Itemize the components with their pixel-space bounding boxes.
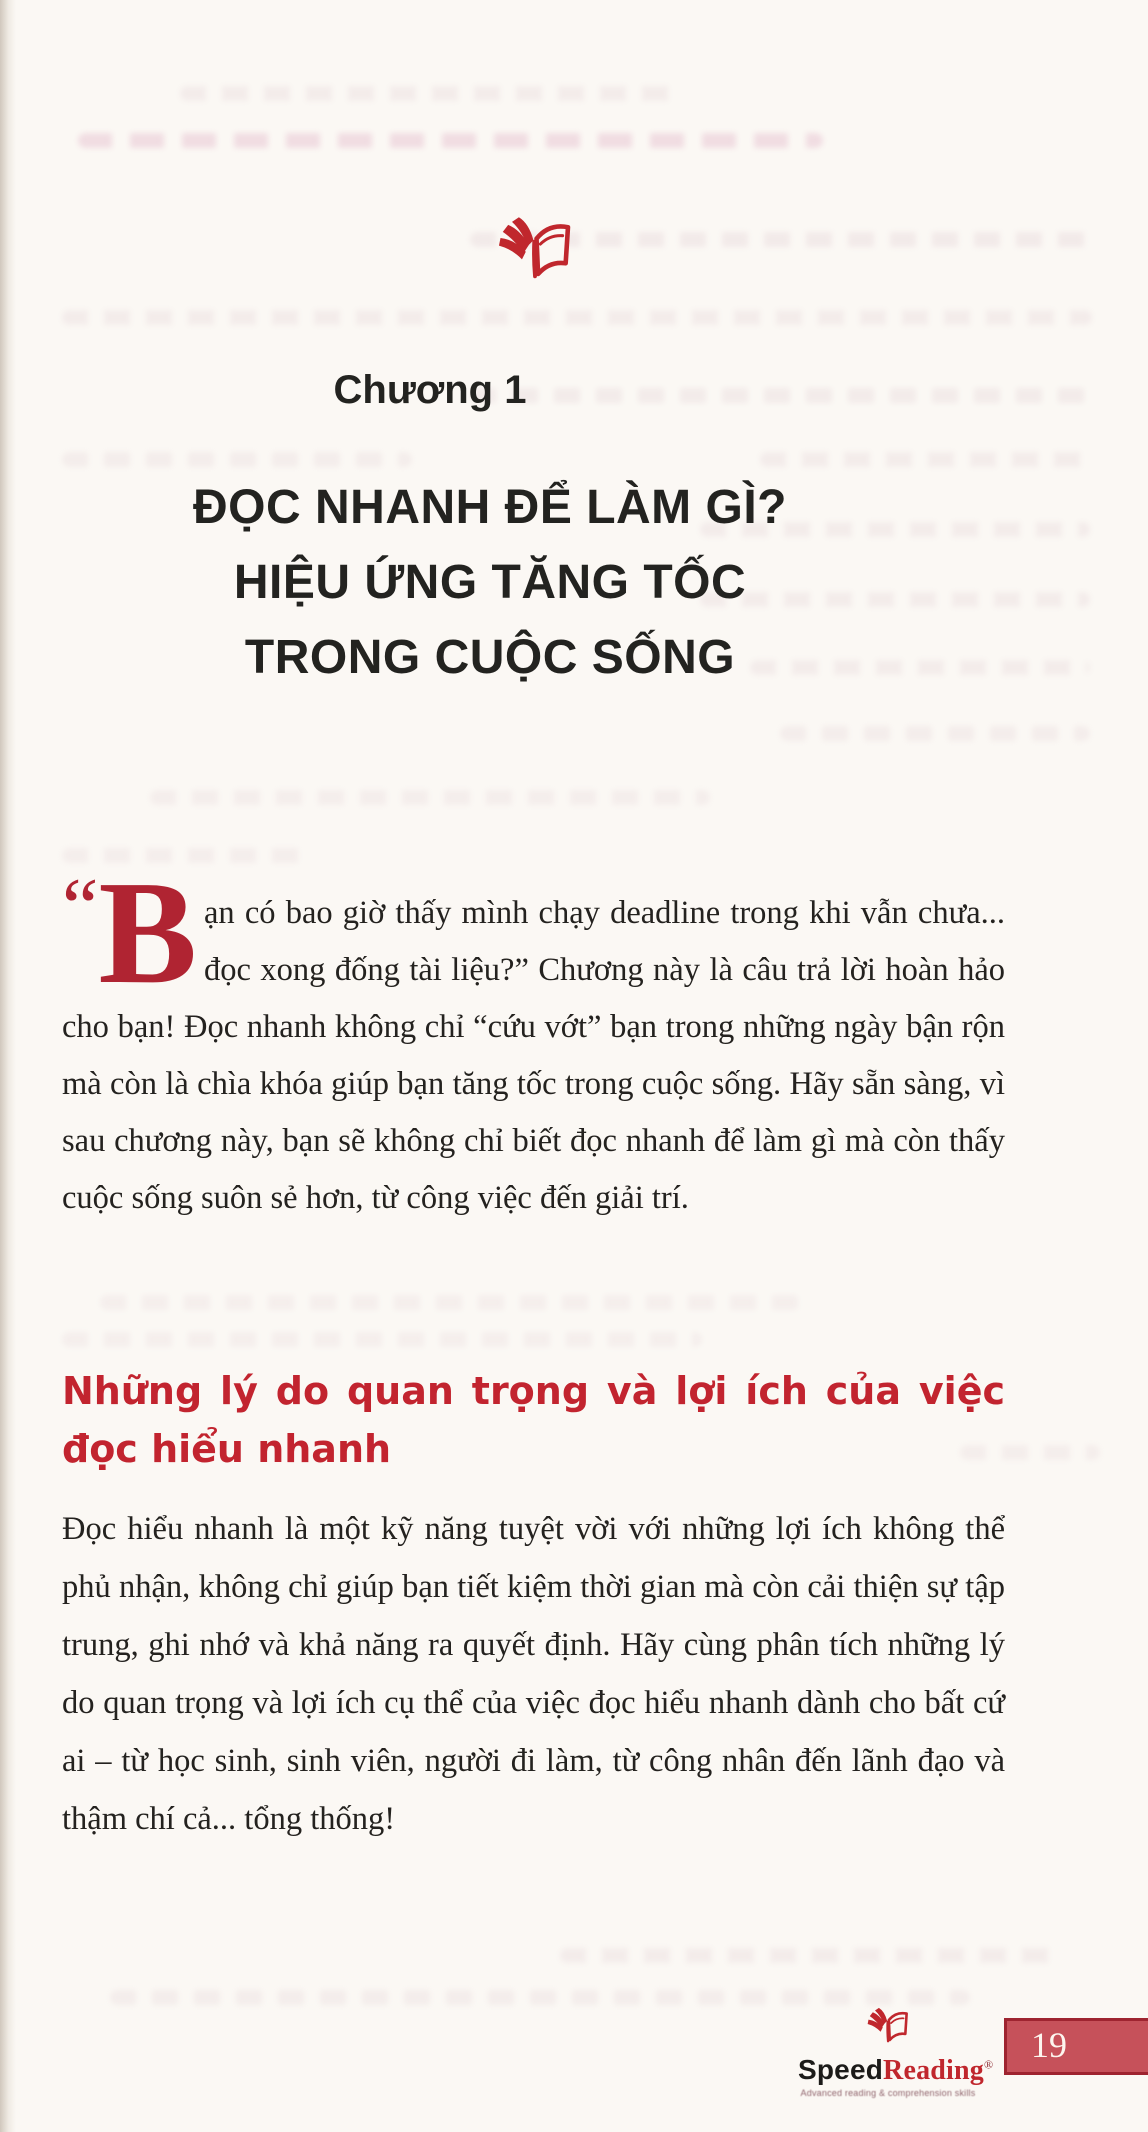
bleedthrough-text: [110, 1990, 970, 2005]
open-book-icon: [489, 210, 581, 292]
bleedthrough-text: [560, 1948, 1060, 1963]
intro-paragraph: [62, 851, 1005, 1227]
dropcap-group: [62, 851, 204, 1015]
page-number-badge: [1004, 2018, 1148, 2075]
bleedthrough-text: [150, 790, 710, 805]
bleedthrough-text: [780, 726, 1090, 741]
bleedthrough-text: [100, 1295, 800, 1310]
dropcap-letter: B: [98, 851, 198, 1015]
brand-tagline: Advanced reading & comprehension skills: [800, 2088, 976, 2098]
bleedthrough-text: [760, 452, 1090, 467]
page-number: 19: [1031, 2024, 1067, 2065]
chapter-header: [105, 210, 965, 297]
body-paragraph: Đọc hiểu nhanh là một kỹ năng tuyệt vời với những lợi ích không thể phủ nhận, không chỉ giúp bạn tiết kiệm thời gian mà còn cải thiện sự tập trung, ghi nhớ và khả năng ra quyết định. Hãy cùng phân tích những lý do quan trọng và lợi ích cụ thể của việc đọc hiểu nhanh dành cho bất cứ ai – từ học sinh, sinh viên, người đi làm, từ công nhân đến lãnh đạo và thậm chí cả... tổng thống!: [62, 1511, 1005, 1837]
bleedthrough-text: [62, 1332, 702, 1347]
bleedthrough-text: [180, 86, 680, 101]
section-heading: [62, 1362, 1005, 1478]
intro-paragraph-text: ạn có bao giờ thấy mình chạy deadline trong khi vẫn chưa... đọc xong đống tài liệu?” Chương này là câu trả lời hoàn hảo cho bạn! Đọc nhanh không chỉ “cứu vớt” bạn trong những ngày bận rộn mà còn là chìa khóa giúp bạn tăng tốc trong cuộc sống. Hãy sẵn sàng, vì sau chương này, bạn sẽ không chỉ biết đọc nhanh để làm gì mà còn thấy cuộc sống suôn sẻ hơn, từ công việc đến giải trí.: [62, 895, 1005, 1216]
brand-name: [798, 2054, 994, 2086]
chapter-title: [60, 470, 920, 695]
section-heading-line: đọc hiểu nhanh: [62, 1427, 392, 1471]
bleedthrough-text: [62, 310, 1092, 325]
brand-speed: Speed: [798, 2054, 884, 2085]
publisher-logo: [798, 2004, 994, 2098]
brand-reading: Reading: [883, 2055, 985, 2086]
section-heading-line: Những lý do quan trọng và lợi ích của việc: [62, 1369, 1005, 1413]
decorative-open-quote: “: [62, 861, 95, 952]
chapter-label: Chương 1: [333, 368, 527, 412]
chapter-title-line: HIỆU ỨNG TĂNG TỐC: [233, 556, 747, 609]
bleedthrough-text: [78, 133, 823, 148]
open-book-icon: [862, 2004, 914, 2050]
chapter-title-line: ĐỌC NHANH ĐỂ LÀM GÌ?: [193, 481, 787, 534]
registered-mark: ®: [984, 2057, 994, 2072]
chapter-title-line: TRONG CUỘC SỐNG: [244, 631, 736, 684]
page-binding-edge: [0, 0, 16, 2132]
bleedthrough-text: [62, 452, 412, 467]
